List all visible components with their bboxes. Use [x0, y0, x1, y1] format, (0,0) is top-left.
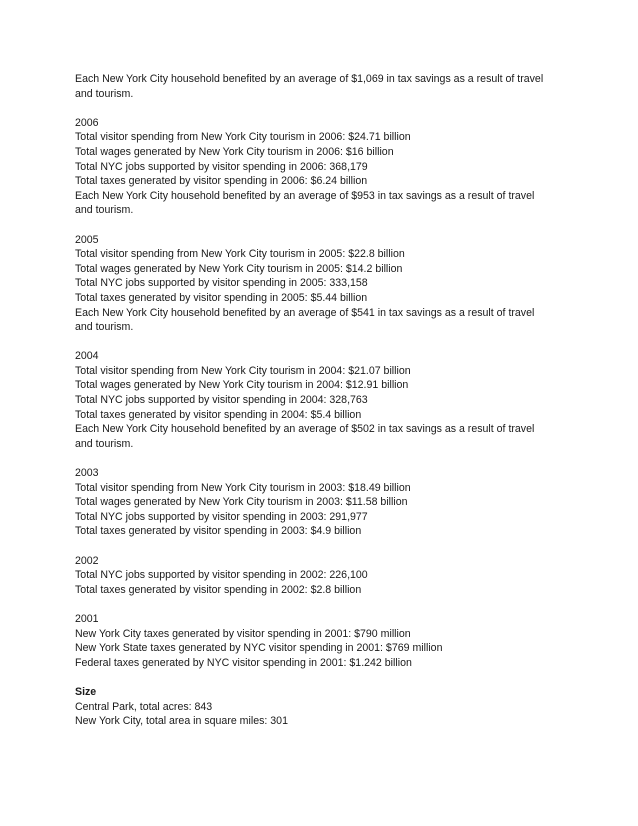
year-heading: 2002 — [75, 554, 99, 567]
stat-line: Total visitor spending from New York City tourism in 2006: $24.71 billion — [75, 131, 411, 144]
stat-line: Total wages generated by New York City tourism in 2006: $16 billion — [75, 145, 394, 158]
stat-line: Total wages generated by New York City tourism in 2005: $14.2 billion — [75, 262, 403, 275]
stat-line: Total taxes generated by visitor spending in 2003: $4.9 billion — [75, 525, 362, 538]
year-heading: 2003 — [75, 467, 99, 480]
intro-paragraph — [75, 72, 565, 101]
stat-line: Central Park, total acres: 843 — [75, 700, 213, 713]
stat-line: Total visitor spending from New York City tourism in 2004: $21.07 billion — [75, 364, 411, 377]
year-section-2003 — [75, 466, 565, 539]
year-heading: 2001 — [75, 612, 99, 625]
year-heading: 2004 — [75, 350, 99, 363]
stat-line: Total wages generated by New York City tourism in 2003: $11.58 billion — [75, 496, 408, 509]
stat-line: Total taxes generated by visitor spending in 2004: $5.4 billion — [75, 408, 362, 421]
stat-line: Total NYC jobs supported by visitor spending in 2002: 226,100 — [75, 569, 368, 582]
stat-line: Total wages generated by New York City tourism in 2004: $12.91 billion — [75, 379, 409, 392]
year-section-2004 — [75, 349, 565, 451]
stat-line: Total taxes generated by visitor spending in 2002: $2.8 billion — [75, 583, 362, 596]
year-heading: 2006 — [75, 116, 99, 129]
size-section — [75, 685, 565, 729]
stat-line: Federal taxes generated by NYC visitor spending in 2001: $1.242 billion — [75, 656, 412, 669]
year-section-2006 — [75, 116, 565, 218]
year-heading: 2005 — [75, 233, 99, 246]
year-section-2001 — [75, 612, 565, 670]
stat-line: Each New York City household benefited by an average of $541 in tax savings as a result of travel — [75, 306, 535, 319]
stat-line: Total visitor spending from New York City tourism in 2005: $22.8 billion — [75, 248, 405, 261]
stat-line: New York City, total area in square miles: 301 — [75, 715, 288, 728]
stat-line: Total taxes generated by visitor spending in 2005: $5.44 billion — [75, 291, 368, 304]
stat-line: Total NYC jobs supported by visitor spending in 2004: 328,763 — [75, 394, 368, 407]
stat-line: New York City taxes generated by visitor spending in 2001: $790 million — [75, 627, 411, 640]
stat-line: Total taxes generated by visitor spending in 2006: $6.24 billion — [75, 175, 368, 188]
stat-line: Each New York City household benefited by an average of $953 in tax savings as a result of travel — [75, 189, 535, 202]
stat-line: and tourism. — [75, 437, 134, 450]
intro-line: and tourism. — [75, 87, 134, 100]
stat-line: Total NYC jobs supported by visitor spending in 2005: 333,158 — [75, 277, 368, 290]
stat-line: and tourism. — [75, 321, 134, 334]
year-section-2002 — [75, 554, 565, 598]
stat-line: and tourism. — [75, 204, 134, 217]
document-page — [75, 72, 565, 729]
size-heading: Size — [75, 685, 97, 698]
stat-line: Total NYC jobs supported by visitor spending in 2003: 291,977 — [75, 510, 368, 523]
stat-line: Total NYC jobs supported by visitor spending in 2006: 368,179 — [75, 160, 368, 173]
stat-line: Each New York City household benefited by an average of $502 in tax savings as a result of travel — [75, 423, 535, 436]
stat-line: New York State taxes generated by NYC visitor spending in 2001: $769 million — [75, 642, 443, 655]
stat-line: Total visitor spending from New York City tourism in 2003: $18.49 billion — [75, 481, 411, 494]
year-section-2005 — [75, 233, 565, 335]
intro-line: Each New York City household benefited by an average of $1,069 in tax savings as a result of travel — [75, 73, 544, 85]
